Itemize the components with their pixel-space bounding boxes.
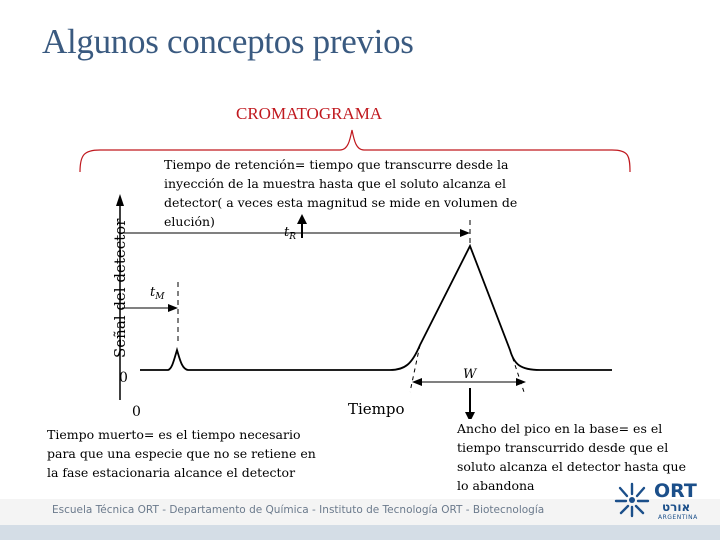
chromatogram-label: CROMATOGRAMA [236,104,383,123]
x-zero-label: 0 [132,404,141,420]
ort-logo-icon [614,482,650,518]
dead-time-note: Tiempo muerto= es el tiempo necesario para que una especie que no se retiene en la fase estacionaria alcance el detector [47,425,322,482]
x-axis-label: Tiempo [348,400,405,418]
footer-text: Escuela Técnica ORT - Departamento de Química - Instituto de Tecnología ORT - Biotecnología [52,504,545,516]
ort-logo-text: ORT [654,480,697,502]
bottom-stripe [0,525,720,540]
y-axis-arrow [116,194,124,206]
tangent-left [410,345,420,392]
tm-arrow-head [168,304,178,312]
chromatogram-signal [140,246,612,370]
tr-label: $t_R$ [284,225,297,242]
ort-logo-country: ARGENTINA [658,514,698,521]
y-axis-label: Señal del detector [111,218,129,358]
w-arrow-left [412,378,422,386]
slide-title: Algunos conceptos previos [42,22,414,61]
retention-time-note: Tiempo de retención= tiempo que transcurre desde la inyección de la muestra hasta que el soluto alcanza el detector( a veces esta magnitud se mide en volumen de elución) [164,157,518,229]
tm-label: $t_M$ [150,285,165,302]
peak-width-note: Ancho del pico en la base= es el tiempo transcurrido desde que el soluto alcanza el detector hasta que lo abandona [457,419,697,495]
ort-logo-hebrew: אורט [662,500,691,514]
w-arrow-right [516,378,526,386]
y-zero-label: 0 [119,370,128,386]
w-label: W [463,367,477,382]
